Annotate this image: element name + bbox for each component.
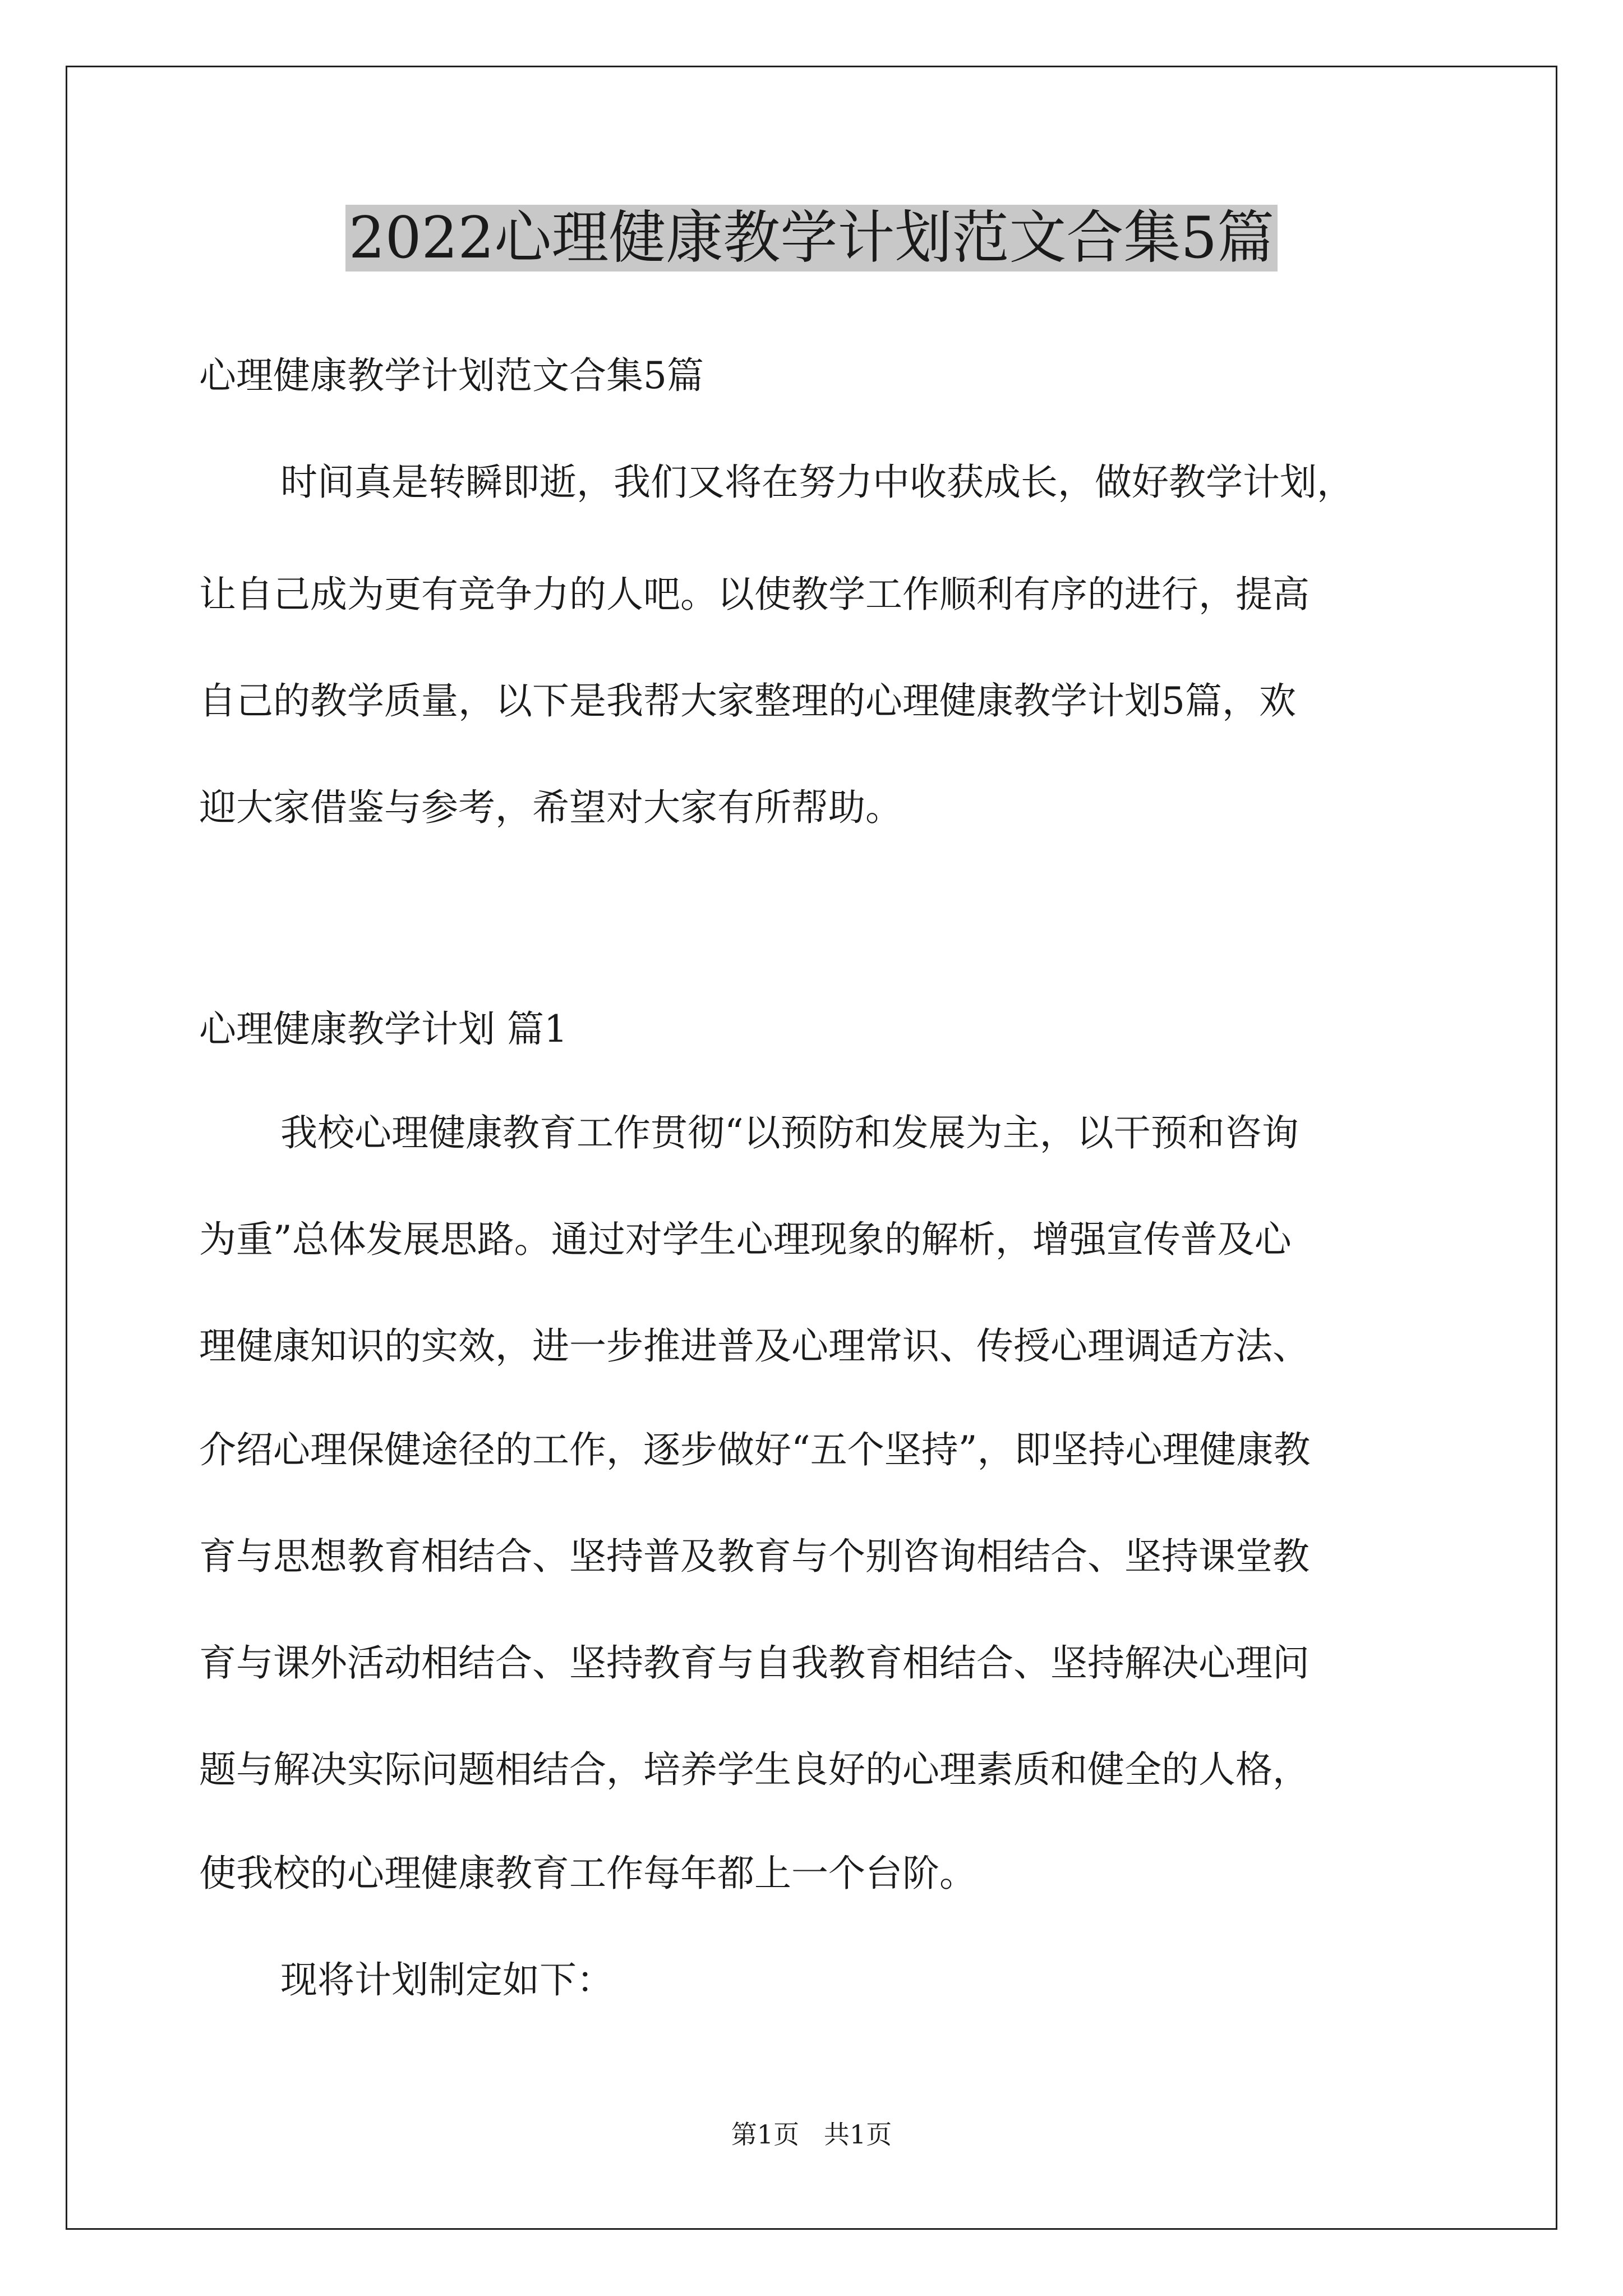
body-line: 介绍心理保健途径的工作，逐步做好“五个坚持”，即坚持心理健康教 <box>199 1428 1311 1471</box>
body-line: 为重”总体发展思路。通过对学生心理现象的解析，增强宣传普及心 <box>199 1218 1292 1261</box>
closing-line: 现将计划制定如下： <box>280 1958 614 2001</box>
body-line: 育与思想教育相结合、坚持普及教育与个别咨询相结合、坚持课堂教 <box>199 1535 1310 1578</box>
body-line: 我校心理健康教育工作贯彻“以预防和发展为主，以干预和咨询 <box>280 1111 1299 1154</box>
body-line: 题与解决实际问题相结合，培养学生良好的心理素质和健全的人格， <box>199 1748 1310 1791</box>
document-title <box>0 199 1623 278</box>
page-footer: 第1页 共1页 <box>731 2119 892 2150</box>
intro-line: 自己的教学质量，以下是我帮大家整理的心理健康教学计划5篇，欢 <box>199 679 1296 723</box>
body-line: 使我校的心理健康教育工作每年都上一个台阶。 <box>199 1852 976 1895</box>
intro-line: 让自己成为更有竞争力的人吧。以使教学工作顺利有序的进行，提高 <box>199 573 1310 616</box>
intro-line: 迎大家借鉴与参考，希望对大家有所帮助。 <box>199 786 902 829</box>
body-line: 育与课外活动相结合、坚持教育与自我教育相结合、坚持解决心理问 <box>199 1641 1310 1685</box>
document-title-text: 2022心理健康教学计划范文合集5篇 <box>345 205 1278 272</box>
document-subtitle: 心理健康教学计划范文合集5篇 <box>199 354 704 397</box>
section-heading: 心理健康教学计划 篇1 <box>199 1007 568 1051</box>
body-line: 理健康知识的实效，进一步推进普及心理常识、传授心理调适方法、 <box>199 1324 1310 1368</box>
intro-line: 时间真是转瞬即逝，我们又将在努力中收获成长，做好教学计划， <box>280 461 1354 504</box>
